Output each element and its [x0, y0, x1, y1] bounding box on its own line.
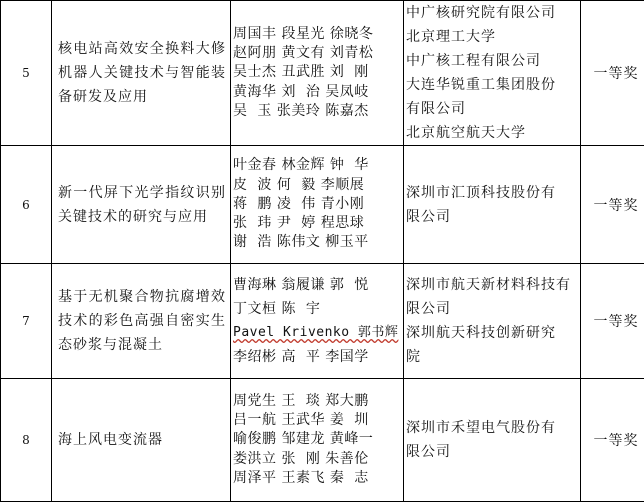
award-level: 一等奖 [581, 1, 644, 146]
project-name: 基于无机聚合物抗腐增效技术的彩色高强自密实生态砂浆与混凝土 [52, 264, 231, 379]
project-name: 核电站高效安全换料大修机器人关键技术与智能装备研发及应用 [52, 1, 231, 146]
completers-line: 叶金春 林金辉 钟 华 [233, 156, 403, 175]
completers-cell [231, 146, 404, 264]
organizations-cell [404, 1, 581, 146]
completers-line: 蒋 鹏 凌 伟 青小刚 [233, 195, 403, 214]
award-level: 一等奖 [581, 264, 644, 379]
table-row [1, 379, 644, 502]
organization-line: 深圳市航天新材料科技有 [406, 273, 578, 297]
award-level: 一等奖 [581, 146, 644, 264]
completers-line: 赵阿朋 黄文有 刘青松 [233, 44, 403, 63]
organizations-cell [404, 264, 581, 379]
completers-line: 丁文桓 陈 宇 [233, 297, 403, 321]
completers-line: 喻俊鹏 邹建龙 黄峰一 [233, 430, 403, 449]
completers-cell [231, 264, 404, 379]
row-number: 7 [1, 264, 52, 379]
organization-line: 院 [406, 345, 578, 369]
completers-line: 曹海琳 翁履谦 郭 悦 [233, 273, 403, 297]
organization-line: 北京理工大学 [406, 25, 578, 49]
table-row [1, 264, 644, 379]
completers-cell [231, 379, 404, 502]
organization-line: 深圳航天科技创新研究 [406, 321, 578, 345]
organization-line: 限公司 [406, 205, 578, 229]
table-row [1, 146, 644, 264]
award-level: 一等奖 [581, 379, 644, 502]
completers-line: Pavel Krivenko 郭书辉 [233, 321, 403, 345]
organization-line: 北京航空航天大学 [406, 121, 578, 145]
completers-line: 吕一航 王武华 姜 圳 [233, 411, 403, 430]
row-number: 5 [1, 1, 52, 146]
organization-line: 限公司 [406, 297, 578, 321]
row-number: 8 [1, 379, 52, 502]
project-name: 海上风电变流器 [52, 379, 231, 502]
completers-line: 娄洪立 张 刚 朱善伦 [233, 450, 403, 469]
completers-line: 周泽平 王素飞 秦 志 [233, 469, 403, 488]
completers-line: 张 玮 尹 婷 程思球 [233, 214, 403, 233]
row-number: 6 [1, 146, 52, 264]
project-name: 新一代屏下光学指纹识别关键技术的研究与应用 [52, 146, 231, 264]
table-row [1, 1, 644, 146]
completers-line: 李绍彬 高 平 李国学 [233, 345, 403, 369]
organizations-cell [404, 379, 581, 502]
completers-line: 周国丰 段星光 徐晓冬 [233, 25, 403, 44]
organization-line: 大连华锐重工集团股份 [406, 73, 578, 97]
completers-cell [231, 1, 404, 146]
organization-line: 中广核研究院有限公司 [406, 1, 578, 25]
completers-line: 周党生 王 琰 郑大鹏 [233, 392, 403, 411]
completers-line: 谢 浩 陈伟文 柳玉平 [233, 233, 403, 252]
completers-line: 皮 波 何 毅 李顺展 [233, 176, 403, 195]
organization-line: 深圳市禾望电气股份有 [406, 416, 578, 440]
organization-line: 中广核工程有限公司 [406, 49, 578, 73]
organizations-cell [404, 146, 581, 264]
completers-line: 吴 玉 张美玲 陈嘉杰 [233, 102, 403, 121]
completers-line: 吴士杰 丑武胜 刘 刚 [233, 63, 403, 82]
organization-line: 有限公司 [406, 97, 578, 121]
organization-line: 限公司 [406, 440, 578, 464]
organization-line: 深圳市汇顶科技股份有 [406, 181, 578, 205]
completers-line: 黄海华 刘 治 吴凤岐 [233, 83, 403, 102]
